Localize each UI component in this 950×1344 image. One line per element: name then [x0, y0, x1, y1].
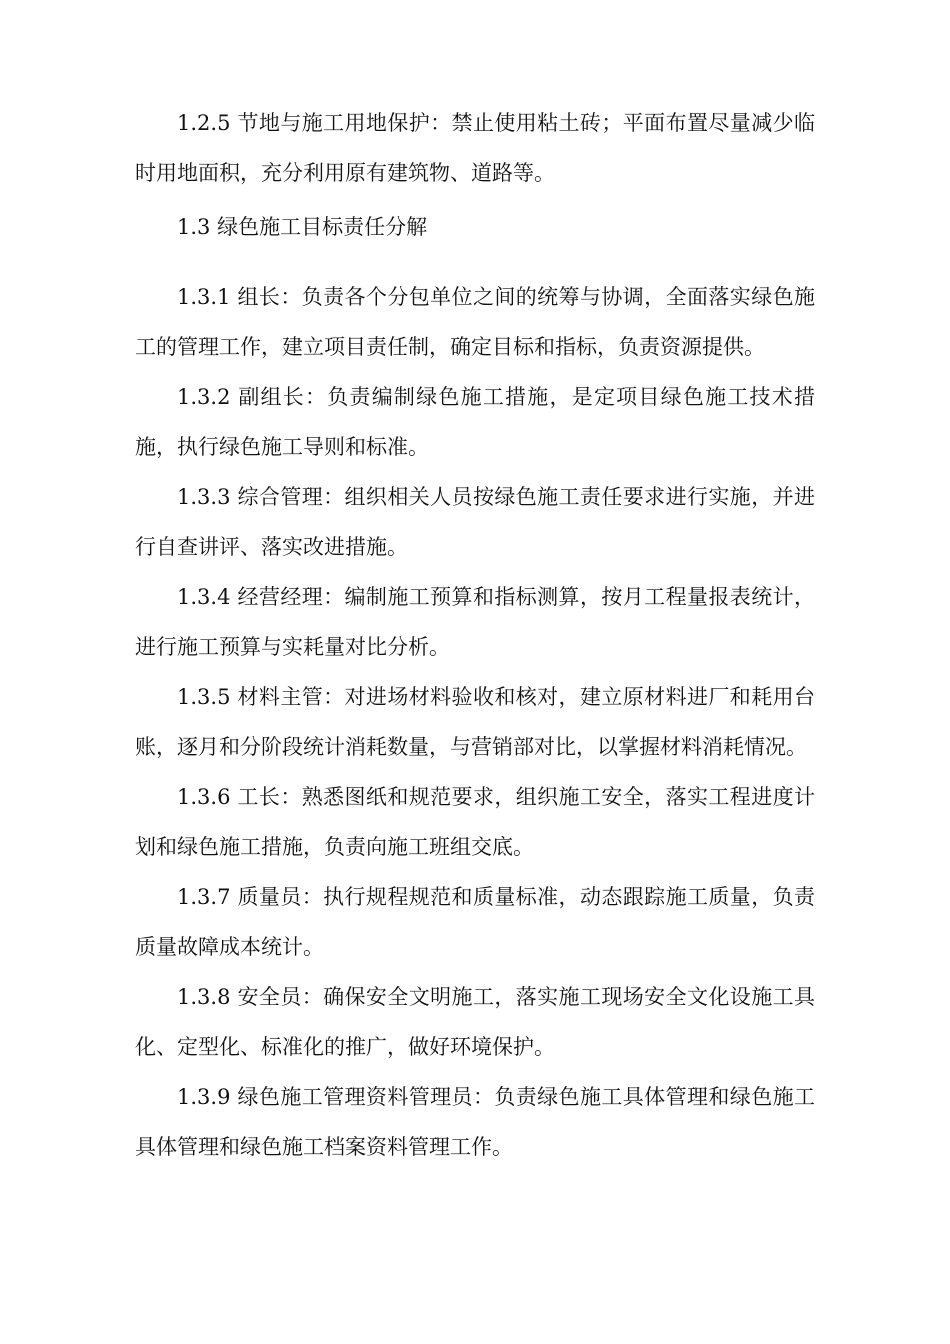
paragraph-1-3-3: 1.3.3 综合管理：组织相关人员按绿色施工责任要求进行实施，并进行自查讲评、落实改进措施。 [135, 485, 815, 559]
paragraph-1-3-6: 1.3.6 工长：熟悉图纸和规范要求，组织施工安全，落实工程进度计划和绿色施工措施，负责向施工班组交底。 [135, 785, 815, 859]
paragraph-1-3-5: 1.3.5 材料主管：对进场材料验收和核对，建立原材料进厂和耗用台账，逐月和分阶段统计消耗数量，与营销部对比，以掌握材料消耗情况。 [135, 685, 815, 759]
paragraph-1-3-4: 1.3.4 经营经理：编制施工预算和指标测算，按月工程量报表统计，进行施工预算与实耗量对比分析。 [135, 585, 815, 659]
section-heading-1-3: 1.3 绿色施工目标责任分解 [177, 215, 428, 239]
paragraph-1-3-7: 1.3.7 质量员：执行规程规范和质量标准，动态跟踪施工质量，负责质量故障成本统计。 [135, 885, 815, 959]
paragraph-1-3-2: 1.3.2 副组长：负责编制绿色施工措施，是定项目绿色施工技术措施，执行绿色施工导则和标准。 [135, 385, 815, 459]
paragraph-1-3-1: 1.3.1 组长：负责各个分包单位之间的统筹与协调，全面落实绿色施工的管理工作，建立项目责任制，确定目标和指标，负责资源提供。 [135, 285, 815, 359]
paragraph-1-2-5: 1.2.5 节地与施工用地保护：禁止使用粘土砖；平面布置尽量减少临时用地面积，充分利用原有建筑物、道路等。 [135, 111, 815, 185]
document-body [135, 98, 815, 1172]
paragraph-1-3-8: 1.3.8 安全员：确保安全文明施工，落实施工现场安全文化设施工具化、定型化、标准化的推广，做好环境保护。 [135, 985, 815, 1059]
paragraph-1-3-9: 1.3.9 绿色施工管理资料管理员：负责绿色施工具体管理和绿色施工具体管理和绿色施工档案资料管理工作。 [135, 1085, 815, 1159]
